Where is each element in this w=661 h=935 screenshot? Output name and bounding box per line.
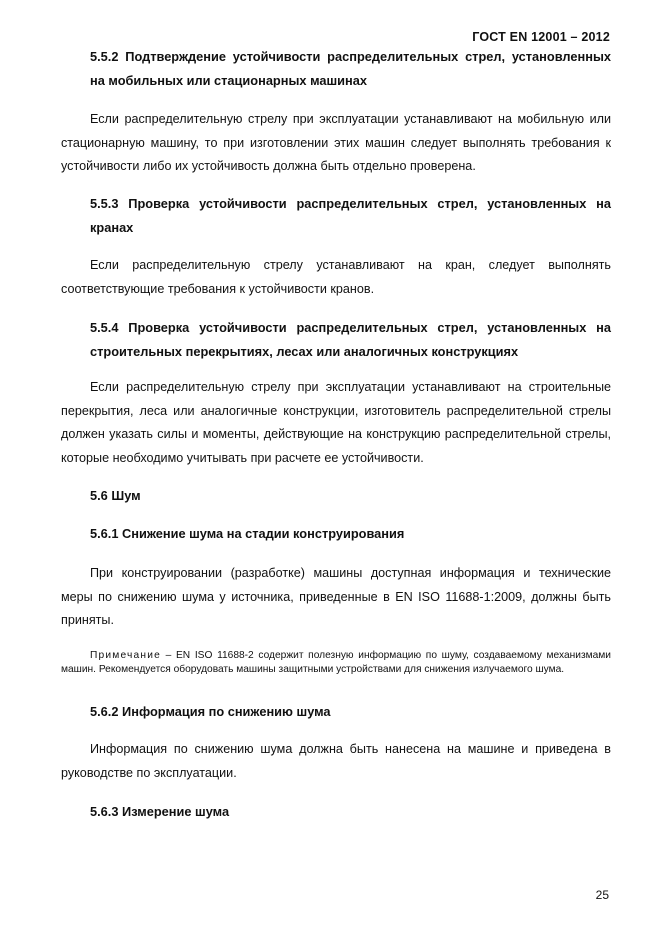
note-label: Примечание — [90, 650, 161, 661]
heading-5-6-3: 5.6.3 Измерение шума — [90, 804, 230, 819]
document-code-header: ГОСТ EN 12001 – 2012 — [472, 30, 610, 44]
heading-5-6-2: 5.6.2 Информация по снижению шума — [90, 704, 331, 719]
heading-5-5-3: 5.5.3 Проверка устойчивости распределительных стрел, установленных на кранах — [90, 196, 611, 235]
note-text: – EN ISO 11688-2 содержит полезную информацию по шуму, создаваемому механизмами машин. Рекомендуется оборудовать машины защитными устройствами для снижения излучаемого шума. — [61, 650, 611, 675]
paragraph-5-5-3: Если распределительную стрелу устанавливают на кран, следует выполнять соответствующие требования к устойчивости кранов. — [61, 258, 611, 296]
page-number: 25 — [595, 888, 609, 902]
heading-5-6-1: 5.6.1 Снижение шума на стадии конструирования — [90, 526, 405, 541]
paragraph-5-6-2: Информация по снижению шума должна быть нанесена на машине и приведена в руководстве по эксплуатации. — [61, 742, 611, 780]
note-5-6-1 — [61, 649, 611, 676]
heading-5-5-4: 5.5.4 Проверка устойчивости распределительных стрел, установленных на строительных перекрытиях, лесах или аналогичных конструкциях — [90, 320, 611, 359]
paragraph-5-6-1: При конструировании (разработке) машины доступная информация и технические меры по снижению шума у источника, приведенные в EN ISO 11688-1:2009, должны быть приняты. — [61, 566, 611, 627]
paragraph-5-5-4: Если распределительную стрелу при эксплуатации устанавливают на строительные перекрытия, леса или аналогичные конструкции, изготовитель распределительной стрелы должен указать силы и моменты, действующие на конструкцию распределительной стрелы, которые необходимо учитывать при расчете ее устойчивости. — [61, 380, 611, 465]
heading-5-5-2: 5.5.2 Подтверждение устойчивости распределительных стрел, установленных на мобильных или стационарных машинах — [90, 49, 611, 88]
paragraph-5-5-2: Если распределительную стрелу при эксплуатации устанавливают на мобильную или стационарную машину, то при изготовлении этих машин следует выполнять требования к устойчивости либо их устойчивость должна быть отдельно проверена. — [61, 112, 611, 173]
heading-5-6: 5.6 Шум — [90, 488, 141, 503]
